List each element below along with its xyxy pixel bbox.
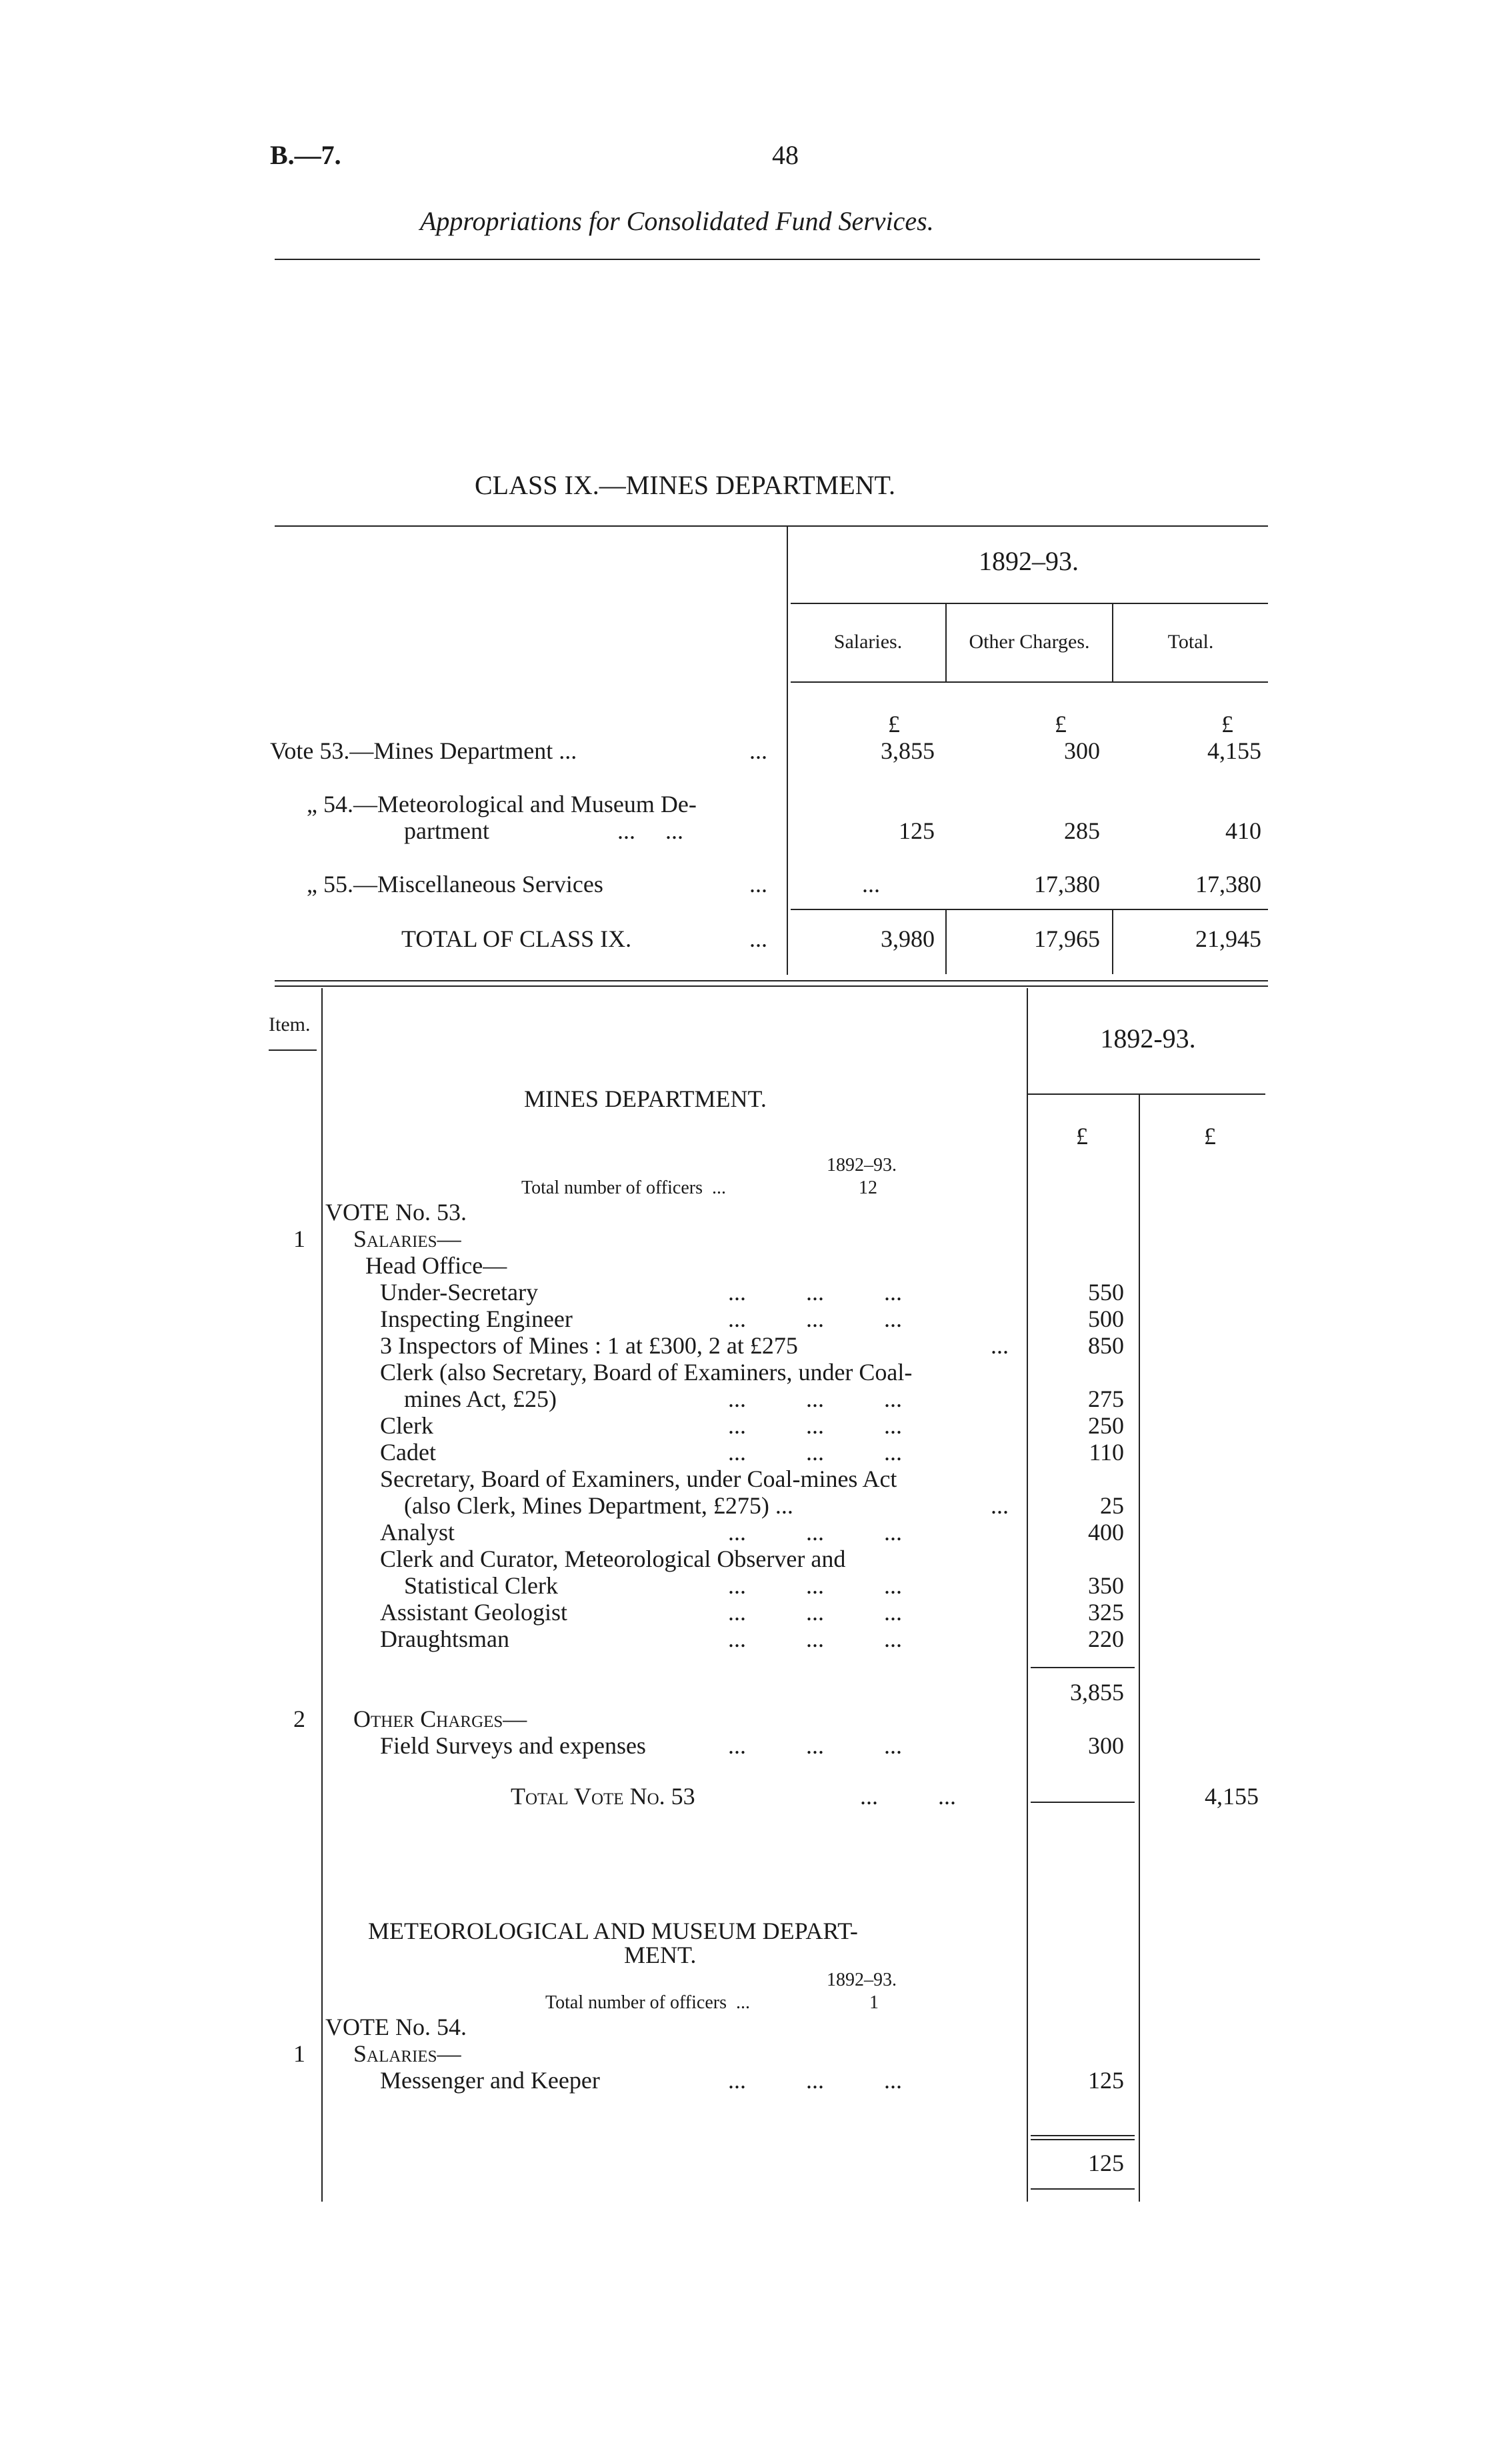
currency-symbol: £ xyxy=(1055,711,1067,737)
line-item: Clerk xyxy=(380,1412,433,1439)
line-amount: 250 xyxy=(1088,1412,1124,1439)
line-item: Clerk and Curator, Meteorological Observer and xyxy=(380,1546,846,1572)
salaries-heading: Salaries— xyxy=(353,1226,461,1252)
summary-top-rule xyxy=(275,525,1268,527)
summary-total-label: TOTAL OF CLASS IX. xyxy=(401,925,632,952)
summary-year-rule xyxy=(791,603,1268,604)
line-amount: 275 xyxy=(1088,1386,1124,1412)
summary-year: 1892–93. xyxy=(979,546,1079,576)
section-title-cont: MENT. xyxy=(624,1942,697,1968)
summary-row-label: „ 54.—Meteorological and Museum De- xyxy=(307,791,697,817)
summary-total-other: 17,965 xyxy=(1034,925,1100,952)
line-item: 3 Inspectors of Mines : 1 at £300, 2 at £275 xyxy=(380,1332,798,1359)
section-double-rule xyxy=(275,980,1268,981)
leader-dots: ... ... xyxy=(617,817,683,844)
line-amount: 325 xyxy=(1088,1599,1124,1626)
item-header-rule xyxy=(269,1049,317,1051)
summary-salaries: 125 xyxy=(899,817,935,844)
subheading: Head Office— xyxy=(365,1252,507,1279)
line-amount: 25 xyxy=(1100,1492,1124,1519)
currency-symbol: £ xyxy=(1221,711,1233,737)
line-amount: 110 xyxy=(1089,1439,1124,1466)
col-header-salaries: Salaries. xyxy=(833,631,903,653)
item-number: 2 xyxy=(293,1706,305,1732)
leader-dots: ... ... ... xyxy=(728,1306,902,1332)
summary-other: 300 xyxy=(1064,737,1100,764)
summary-divider xyxy=(787,527,788,975)
salaries-subtotal: 3,855 xyxy=(1070,1679,1124,1706)
subtotal-rule xyxy=(1031,2139,1135,2140)
line-item: Under-Secretary xyxy=(380,1279,539,1306)
subtotal-rule xyxy=(1031,1667,1135,1668)
currency-symbol: £ xyxy=(888,711,900,737)
item-number: 1 xyxy=(293,1226,305,1252)
summary-col-rule xyxy=(1112,909,1113,974)
section-title: MINES DEPARTMENT. xyxy=(524,1085,767,1112)
summary-row-label: Vote 53.—Mines Department ... xyxy=(270,737,577,764)
leader-dots: ... ... ... xyxy=(728,2067,902,2094)
section-double-rule xyxy=(275,985,1268,987)
line-item: Inspecting Engineer xyxy=(380,1306,573,1332)
officers-label: Total number of officers ... xyxy=(545,1992,750,2013)
vote-total-label: Total Vote No. 53 xyxy=(511,1783,695,1810)
summary-total-rule xyxy=(791,909,1268,910)
summary-salaries: ... xyxy=(862,871,880,897)
line-item: Messenger and Keeper xyxy=(380,2067,600,2094)
line-item: Clerk (also Secretary, Board of Examiners, under Coal- xyxy=(380,1359,913,1386)
salaries-heading: Salaries— xyxy=(353,2040,461,2067)
page-number: 48 xyxy=(772,140,799,170)
page-subtitle: Appropriations for Consolidated Fund Services. xyxy=(420,206,934,236)
item-number: 1 xyxy=(293,2040,305,2067)
line-item-cont: Statistical Clerk xyxy=(404,1572,558,1599)
leader-dots: ... ... ... xyxy=(728,1732,902,1759)
leader-dots: ... xyxy=(991,1492,1009,1519)
detail-year: 1892-93. xyxy=(1100,1023,1196,1053)
line-amount: 850 xyxy=(1088,1332,1124,1359)
leader-dots: ... ... ... xyxy=(728,1599,902,1626)
line-amount: 125 xyxy=(1088,2067,1124,2094)
summary-header-rule xyxy=(791,681,1268,683)
officers-year: 1892–93. xyxy=(827,1155,897,1175)
col-header-total: Total. xyxy=(1167,631,1214,653)
col-header-other-charges: Other Charges. xyxy=(969,631,1090,653)
line-item: Assistant Geologist xyxy=(380,1599,568,1626)
amount-column-rule xyxy=(1027,988,1028,2202)
leader-dots: ... xyxy=(749,871,767,897)
summary-other: 17,380 xyxy=(1034,871,1100,897)
summary-salaries: 3,855 xyxy=(881,737,935,764)
summary-title: CLASS IX.—MINES DEPARTMENT. xyxy=(475,470,895,500)
summary-total-total: 21,945 xyxy=(1195,925,1261,952)
summary-total-salaries: 3,980 xyxy=(881,925,935,952)
item-column-header: Item. xyxy=(269,1013,311,1035)
line-amount: 550 xyxy=(1088,1279,1124,1306)
officers-year: 1892–93. xyxy=(827,1970,897,1990)
amount-subcolumn-rule xyxy=(1139,1093,1140,2202)
other-charges-heading: Other Charges— xyxy=(353,1706,527,1732)
leader-dots: ... ... ... xyxy=(728,1519,902,1546)
document-code: B.—7. xyxy=(270,140,341,170)
leader-dots: ... ... ... xyxy=(728,1412,902,1439)
line-amount: 500 xyxy=(1088,1306,1124,1332)
detail-year-rule xyxy=(1028,1093,1265,1095)
line-amount: 300 xyxy=(1088,1732,1124,1759)
line-item: Analyst xyxy=(380,1519,455,1546)
line-amount: 220 xyxy=(1088,1626,1124,1652)
leader-dots: ... ... ... xyxy=(728,1626,902,1652)
summary-other: 285 xyxy=(1064,817,1100,844)
leader-dots: ... xyxy=(749,925,767,952)
vote-total-amount: 4,155 xyxy=(1205,1783,1259,1810)
summary-col-rule xyxy=(945,909,947,974)
summary-row-label: „ 55.—Miscellaneous Services xyxy=(307,871,603,897)
line-amount: 400 xyxy=(1088,1519,1124,1546)
summary-total: 17,380 xyxy=(1195,871,1261,897)
currency-symbol: £ xyxy=(1076,1123,1088,1149)
leader-dots: ... ... ... xyxy=(728,1572,902,1599)
item-column-rule xyxy=(321,988,323,2202)
salaries-subtotal: 125 xyxy=(1088,2150,1124,2176)
line-item: Secretary, Board of Examiners, under Coal-mines Act xyxy=(380,1466,897,1492)
section-title: METEOROLOGICAL AND MUSEUM DEPART- xyxy=(368,1918,858,1944)
bottom-rule xyxy=(1031,2188,1135,2190)
officers-count: 1 xyxy=(869,1992,879,2013)
officers-count: 12 xyxy=(859,1177,877,1198)
summary-total: 410 xyxy=(1225,817,1261,844)
currency-symbol: £ xyxy=(1204,1123,1216,1149)
leader-dots: ... xyxy=(991,1332,1009,1359)
line-item-cont: (also Clerk, Mines Department, £275) ... xyxy=(404,1492,793,1519)
leader-dots: ... ... ... xyxy=(728,1439,902,1466)
line-item: Cadet xyxy=(380,1439,436,1466)
summary-total: 4,155 xyxy=(1207,737,1261,764)
leader-dots: ... ... ... xyxy=(728,1279,902,1306)
leader-dots: ... ... xyxy=(860,1783,956,1810)
header-rule xyxy=(275,259,1260,260)
leader-dots: ... xyxy=(749,737,767,764)
subtotal-rule xyxy=(1031,2135,1135,2136)
vote-heading: VOTE No. 54. xyxy=(325,2014,467,2040)
line-item: Draughtsman xyxy=(380,1626,509,1652)
line-item: Field Surveys and expenses xyxy=(380,1732,646,1759)
line-amount: 350 xyxy=(1088,1572,1124,1599)
line-item-cont: mines Act, £25) xyxy=(404,1386,557,1412)
leader-dots: ... ... ... xyxy=(728,1386,902,1412)
summary-row-label-cont: partment xyxy=(404,817,489,844)
total-rule xyxy=(1031,1802,1135,1803)
vote-heading: VOTE No. 53. xyxy=(325,1199,467,1226)
officers-label: Total number of officers ... xyxy=(521,1177,726,1198)
